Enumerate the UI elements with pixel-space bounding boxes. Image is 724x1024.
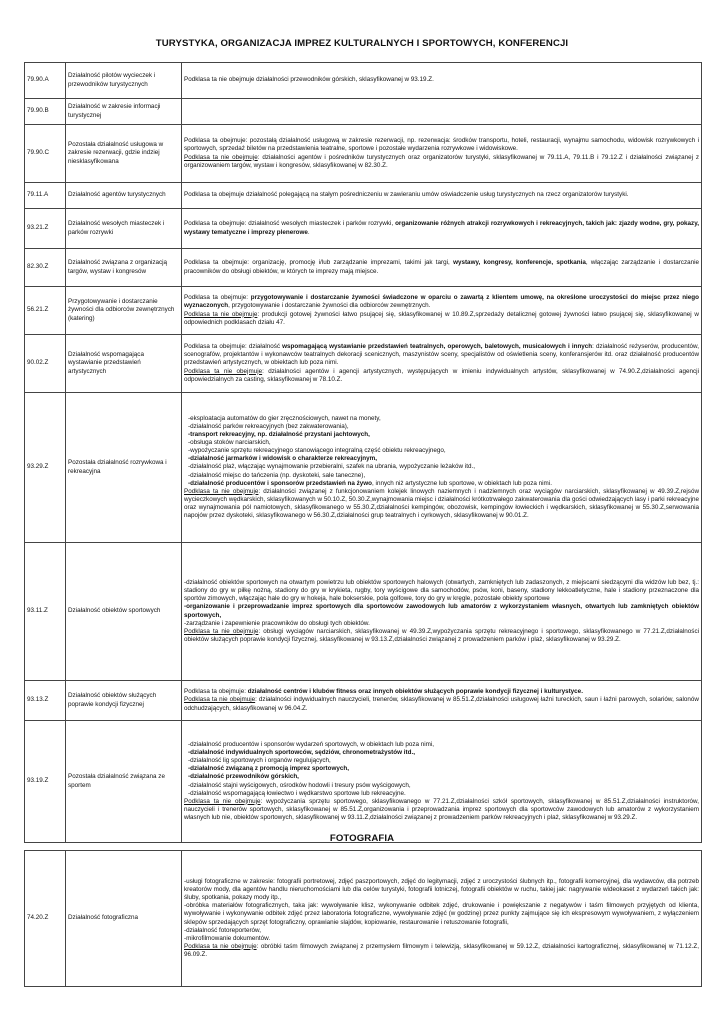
list-item: -usługi fotograficzne w zakresie: fotografii portretowej, zdjęć paszportowych, zdjęć do legitymacji, zdjęć z uroczystości ślubnych itp., fotografii komercyjnej, dla wydawców, dla potrzeb kreatorów mody, dla agentów handlu nieruchomościami lub dla celów turystyki, fotografii lotniczej, fotografii obiektów w ruchu, takiej jak: nagrywanie wideokaset z wydarzeń takich jak: śluby, spotkania, pokazy mody itp.,: [184, 878, 699, 902]
negation-text: : obróbki taśm filmowych związanej z przemysłem filmowym i telewizją, sklasyfikowanej w 59.12.Z, działalności kartograficznej, sklasyfikowanej w 71.12.Z, 96.09.Z.: [184, 942, 699, 958]
negation-text: : produkcji gotowej żywności łatwo psującej się, sklasyfikowanej w 10.89.Z,sprzedaży detalicznej gotowej żywności łatwo psującej się, sklasyfikowanej w odpowiednich podklasach działu 47.: [184, 310, 699, 326]
desc-negation: [184, 368, 699, 384]
list-item: -mikrofilmowanie dokumentów.: [184, 934, 271, 942]
row-name: Działalność obiektów sportowych: [66, 543, 182, 681]
desc-text: Podklasa ta obejmuje: działalność wesołych miasteczek i parków rozrywki,: [184, 220, 396, 228]
list-item-bold: -działalność producentów i sponsorów przedstawień na żywo: [188, 479, 373, 487]
row-description: [182, 287, 702, 335]
table-row: [25, 851, 702, 987]
list-item: -działalność producentów i sponsorów wydarzeń sportowych, w obiektach lub poza nimi,: [188, 741, 435, 749]
row-code: 90.02.Z: [25, 335, 66, 393]
list-item: -działalność fotoreporterów,: [184, 926, 262, 934]
negation-text: : obsługi wyciągów narciarskich, sklasyfikowanej w 49.39.Z,wypożyczania sprzętu rekreacyjnego i sportowego, sklasyfikowanego w 77.21.Z,działalności obiektów służących poprawie kondycji fizycznej, sklasyfikowanej w 93.13.Z,działalności związanej z prowadzeniem parków i plaż, sklasyfikowanej w 93.29.Z.: [184, 627, 699, 643]
list-item: -działalność lig sportowych i organów regulujących,: [188, 757, 331, 765]
desc-text: Podklasa ta obejmuje: organizację, promocję i/lub zarządzanie imprezami, takimi jak targi,: [184, 259, 454, 267]
negation-label: Podklasa ta nie obejmuje: [184, 696, 256, 704]
row-description: [182, 681, 702, 721]
list-item: -transport rekreacyjny, np. działalność przystani jachtowych,: [188, 431, 370, 439]
table-row: [25, 681, 702, 721]
row-description: [182, 99, 702, 125]
list-item: -działalność parków rekreacyjnych (bez zakwaterowania),: [188, 423, 349, 431]
list-item: -obsługa stoków narciarskich,: [188, 439, 271, 447]
bullet-list: [184, 415, 699, 487]
row-name: Działalność wesołych miasteczek i parków rozrywki: [66, 209, 182, 249]
table-row: [25, 543, 702, 681]
section-title-tourism: TURYSTYKA, ORGANIZACJA IMPREZ KULTURALNYCH I SPORTOWYCH, KONFERENCJI: [155, 38, 569, 49]
negation-label: Podklasa ta nie obejmuje: [184, 153, 258, 161]
desc-negation: [184, 798, 699, 822]
row-name: Działalność obiektów służących poprawie kondycji fizycznej: [66, 681, 182, 721]
negation-label: Podklasa ta nie obejmuje: [184, 797, 261, 805]
desc-bold: -organizowanie i przeprowadzanie imprez sportowych dla sportowców zawodowych lub amatorów z wykorzystaniem własnych, otwartych lub zamkniętych obiektów sportowych,: [184, 603, 699, 619]
row-name: Działalność związana z organizacją targów, wystaw i kongresów: [66, 249, 182, 287]
list-item: -działalność plaż, włączając wynajmowanie przebieralni, szafek na ubrania, wypożyczanie leżaków itd.,: [188, 463, 475, 471]
negation-label: Podklasa ta nie obejmuje: [184, 627, 259, 635]
table-row: [25, 393, 702, 543]
row-code: 56.21.Z: [25, 287, 66, 335]
row-code: 93.13.Z: [25, 681, 66, 721]
list-item: -działalność związaną z promocją imprez sportowych,: [188, 765, 349, 773]
desc-text: Podklasa ta obejmuje: działalność: [184, 343, 283, 351]
desc-bold: wystawy, kongresy, konferencje, spotkania: [453, 259, 586, 267]
desc-paragraph: [184, 688, 699, 696]
desc-text: , przygotowywanie i dostarczanie żywności dla odbiorców zewnętrznych.: [228, 302, 431, 310]
desc-text: Podklasa ta obejmuje:: [184, 688, 248, 696]
row-description: [182, 543, 702, 681]
desc-paragraph: Podklasa ta obejmuje: pozostałą działalność usługową w zakresie rezerwacji, np. rezerwacja: środków transportu, hoteli, restauracji, wynajmu samochodu, widowisk rozrywkowych i sportowych, sprzedaż biletów na przedstawienia teatralne, sportowe i pozostałe wydarzenia rozrywkowe i widowiskowe.: [184, 137, 699, 153]
desc-paragraph: -działalność obiektów sportowych na otwartym powietrzu lub obiektów sportowych halowych (otwartych, zamkniętych lub zadaszonych, z miejscami siedzącymi dla widzów lub bez, tj.: stadiony do gry w piłkę nożną, stadiony do gry w krykieta, rugby, tory wyścigowe dla samochodów, psów, koni, baseny, stadiony lekkoatletyczne, hale i stadiony przeznaczone dla sportów zimowych, włączając hale do gry w hokeja, hale bokserskie, pola golfowe, tory do gry w kręgle, pozostałe obiekty sportowe: [184, 579, 699, 603]
row-name: Przygotowywanie i dostarczanie żywności dla odbiorców zewnętrznych (katering): [66, 287, 182, 335]
desc-paragraph: [184, 343, 699, 367]
row-description: Podklasa ta nie obejmuje działalności przewodników górskich, sklasyfikowanej w 93.19.Z.: [182, 63, 702, 99]
row-description: [182, 851, 702, 987]
row-description: [182, 209, 702, 249]
desc-negation: [184, 696, 699, 712]
row-code: 93.29.Z: [25, 393, 66, 543]
table-row: [25, 99, 702, 125]
desc-negation: [184, 154, 699, 170]
table-row: [25, 287, 702, 335]
row-code: 93.19.Z: [25, 721, 66, 843]
table-row: [25, 63, 702, 99]
negation-label: Podklasa ta nie obejmuje: [184, 367, 263, 375]
negation-label: Podklasa ta nie obejmuje: [184, 310, 258, 318]
desc-negation: [184, 488, 699, 520]
row-code: 79.90.A: [25, 63, 66, 99]
list-item: -działalność indywidualnych sportowców, sędziów, chronometrażystów itd.,: [188, 749, 415, 757]
row-name: Pozostała działalność usługowa w zakresie rezerwacji, gdzie indziej niesklasyfikowana: [66, 125, 182, 183]
desc-paragraph: -zarządzanie i zapewnienie pracowników do obsługi tych obiektów.: [184, 619, 370, 627]
list-item: -działalność przewodników górskich,: [188, 773, 299, 781]
list-item: [188, 480, 699, 488]
negation-text: : działalności agentów i agencji artystycznych, występujących w imieniu indywidualnych artystów, sklasyfikowanej w 74.90.Z,działalności agencji odpowiedzialnych za casting, sklasyfikowanej w 78.10.Z.: [184, 367, 699, 383]
table-row: [25, 335, 702, 393]
table-row: [25, 249, 702, 287]
negation-text: : wypożyczania sprzętu sportowego, sklasyfikowanego w 77.21.Z,działalności szkół sportowych, sklasyfikowanej w 85.51.Z,działalności instruktorów, nauczycieli i trenerów sportowych, sklasyfikowanej w 85.51.Z,organizowania i przeprowadzania imprez sportowych dla sportowców zawodowych lub amatorów z wykorzystaniem własnych lub nie, obiektów sportowych, sklasyfikowanej w 93.11.Z,działalności związanej z prowadzeniem parków rekreacyjnych i plaż, sklasyfikowanej w 93.29.Z.: [184, 797, 699, 821]
classification-table-tourism: [24, 62, 702, 843]
row-name: Działalność wspomagająca wystawianie przedstawień artystycznych: [66, 335, 182, 393]
negation-label: Podklasa ta nie obejmuje: [184, 942, 257, 950]
row-description: [182, 335, 702, 393]
table-row: [25, 183, 702, 209]
desc-negation: [184, 628, 699, 644]
negation-label: Podklasa ta nie obejmuje: [184, 487, 259, 495]
row-name: Działalność agentów turystycznych: [66, 183, 182, 209]
list-item: -eksploatacja automatów do gier zręcznościowych, nawet na monety,: [188, 415, 381, 423]
desc-negation: [184, 311, 699, 327]
row-description: [182, 249, 702, 287]
row-description: [182, 721, 702, 843]
desc-paragraph: [184, 294, 699, 310]
row-code: 93.21.Z: [25, 209, 66, 249]
bullet-list: [184, 741, 699, 797]
row-name: Działalność fotograficzna: [66, 851, 182, 987]
list-item: -działalność jarmarków i widowisk o charakterze rekreacyjnym,: [188, 455, 377, 463]
row-code: 79.90.C: [25, 125, 66, 183]
table-row: [25, 209, 702, 249]
table-row: [25, 125, 702, 183]
row-description: [182, 393, 702, 543]
classification-table-photography: [24, 850, 702, 987]
list-item: -działalność stajni wyścigowych, ośrodków hodowli i tresury psów wyścigowych,: [188, 781, 411, 789]
desc-text: Podklasa ta obejmuje:: [184, 294, 251, 302]
row-code: 82.30.Z: [25, 249, 66, 287]
row-code: 79.90.B: [25, 99, 66, 125]
desc-text: .: [307, 228, 310, 236]
row-name: Działalność w zakresie informacji turystycznej: [66, 99, 182, 125]
desc-bold: działalność centrów i klubów fitness oraz innych obiektów służących poprawie kondycji fizycznej i kulturystyce.: [247, 688, 583, 696]
row-code: 74.20.Z: [25, 851, 66, 987]
list-item: -obróbka materiałów fotograficznych, taka jak: wywoływanie klisz, wykonywanie odbitek zdjęć, drukowanie i powiększanie z negatywów i taśm filmowych przyjętych od klienta, wywoływanie i wykonywanie odbitek zdjęć przez laboratoria fotograficzne, wywoływanie zdjęć (w godzinę) przez punkty zajmujące się ich ekspresowym wywoływaniem, z wyłączeniem sklepów sprzedających sprzęt fotograficzny, oprawianie slajdów, kopiowanie, restaurowanie i retuszowanie fotografii,: [184, 902, 699, 926]
desc-text: : działalność reżyserów, producentów, scenografów, projektantów i wykonawców teatralnych dekoracji scenicznych, maszynistów sceny, specjalistów od oświetlenia sceny, konferansjerów itd. oraz działalność producentów przedstawień artystycznych, w obiektach lub poza nimi.: [184, 343, 700, 367]
desc-bold: wspomagającą wystawianie przedstawień teatralnych, operowych, baletowych, musicalowych i innych: [282, 343, 593, 351]
list-item: -działalność wspomagającą łowiectwo i wędkarstwo sportowe lub rekreacyjne.: [188, 789, 406, 797]
list-item: -działalność miejsc do tańczenia (np. dyskoteki, sale taneczne),: [188, 471, 366, 479]
row-description: [182, 125, 702, 183]
table-row: [25, 721, 702, 843]
desc-bold: przygotowywanie i dostarczanie żywności świadczone w oparciu o zawartą z klientem umowę, na określone uroczystości do miejsc przez niego wyznaczonych: [184, 294, 699, 310]
list-item: -wypożyczanie sprzętu rekreacyjnego stanowiącego integralną część obiektu rekreacyjnego,: [188, 447, 446, 455]
desc-bold: organizowanie różnych atrakcji rozrywkowych i rekreacyjnych, takich jak: zjazdy wodne, gry, pokazy, wystawy tematyczne i imprezy plenerowe: [184, 220, 699, 236]
negation-text: : działalności agentów i pośredników turystycznych oraz organizatorów turystyki, sklasyfikowanej w 79.11.A, 79.11.B i 79.12.Z i działalności związanej z organizowaniem targów, wystaw i kongresów, sklasyfikowanej w 82.30.Z.: [184, 153, 699, 169]
row-name: Pozostała działalność związana ze sportem: [66, 721, 182, 843]
row-name: Pozostała działalność rozrywkowa i rekreacyjna: [66, 393, 182, 543]
row-description: Podklasa ta obejmuje działalność polegającą na stałym pośredniczeniu w zawieraniu umów oświadczenie usług turystycznych na rzecz organizatorów turystyki.: [182, 183, 702, 209]
negation-text: : działalności indywidualnych nauczycieli, trenerów, sklasyfikowanej w 85.51.Z,działalności usługowej łaźni tureckich, saun i łaźni parowych, solariów, salonów odchudzających, sklasyfikowanej w 96.04.Z.: [184, 696, 699, 712]
section-title-photography: FOTOGRAFIA: [329, 833, 395, 844]
list-item-text: , innych niż artystyczne lub sportowe, w obiektach lub poza nimi.: [372, 479, 552, 487]
row-code: 79.11.A: [25, 183, 66, 209]
row-name: Działalność pilotów wycieczek i przewodników turystycznych: [66, 63, 182, 99]
desc-text: , włączając zarządzanie i dostarczanie pracowników do obsługi obiektów, w których te imprezy mają miejsce.: [184, 259, 700, 275]
desc-negation: [184, 943, 699, 959]
negation-text: : działalności związanej z funkcjonowaniem kolejek linowych naziemnych i nadziemnych oraz wyciągów narciarskich, sklasyfikowanej w 49.39.Z,rejsów wycieczkowych wędkarskich, sklasyfikowanych w 50.10.Z, 50.30.Z,wynajmowania miejsc i działalności krótkotrwałego zakwaterowania dla gości odwiedzających lasy i parki rekreacyjne oraz wynajmowania pól namiotowych, sklasyfikowanego w 55.30.Z,działalności kempingów, obozowisk, kempingów łowieckich i wędkarskich, sklasyfikowanej w 55.30.Z,serwowania napojów przez dyskoteki, sklasyfikowanego w 56.30.Z,działalności grup teatralnych i cyrkowych, sklasyfikowanej w 90.01.Z.: [184, 487, 699, 519]
row-code: 93.11.Z: [25, 543, 66, 681]
